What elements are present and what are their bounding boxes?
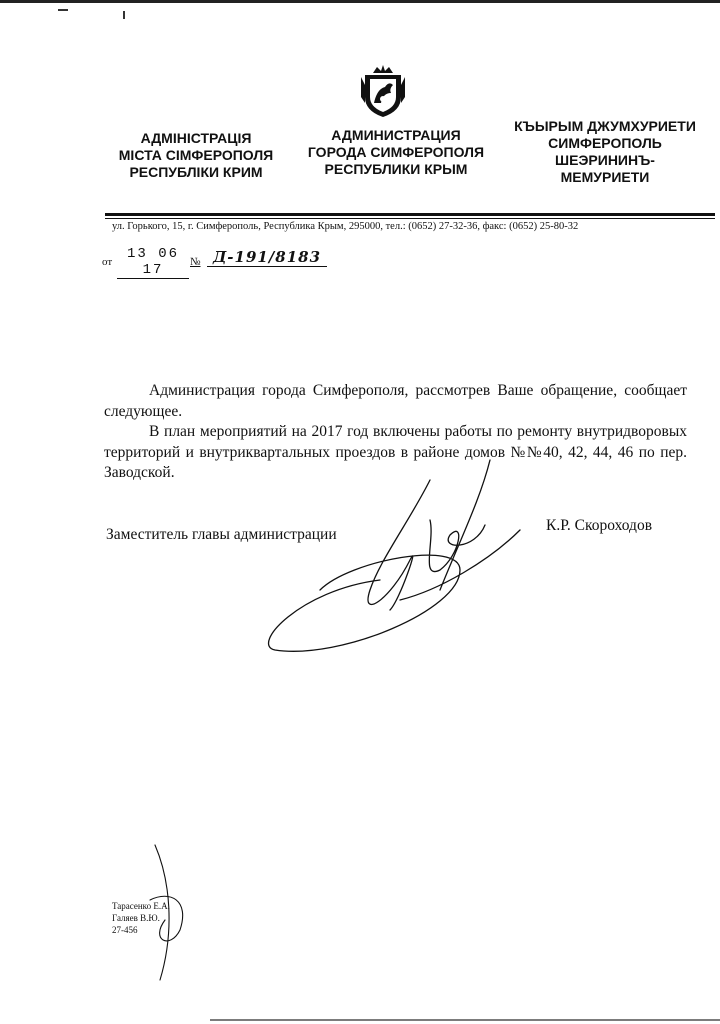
- scan-speck: [58, 9, 68, 11]
- from-label: от: [102, 256, 113, 268]
- crimea-coat-of-arms-icon: [359, 63, 407, 119]
- handwritten-signature: [260, 440, 580, 670]
- body-paragraph: В план мероприятий на 2017 год включены работы по ремонту внутридворовых территорий и внутриквартальных проездов в районе домов №№40, 42, 44, 46 по пер. Заводской.: [104, 423, 687, 481]
- letterhead-divider-thin: [105, 218, 715, 219]
- letterhead-divider: [105, 213, 715, 216]
- letterhead-ukrainian: АДМІНІСТРАЦІЯ МІСТА СІМФЕРОПОЛЯ РЕСПУБЛІКИ КРИМ: [118, 130, 274, 180]
- signer-name: К.Р. Скороходов: [546, 517, 653, 534]
- address-line: ул. Горького, 15, г. Симферополь, Республика Крым, 295000, тел.: (0652) 27-32-36, факс: (0652) 25-80-32: [112, 221, 579, 232]
- body-paragraph: Администрация города Симферополя, рассмотрев Ваше обращение, сообщает следующее.: [104, 382, 687, 420]
- reference-number: Д-191/8183: [207, 248, 327, 267]
- reference-line: [102, 246, 362, 278]
- signer-title: Заместитель главы администрации: [106, 526, 337, 543]
- reference-date: 13 06 17: [117, 246, 189, 279]
- number-label: №: [190, 256, 201, 268]
- scan-speck: [123, 11, 125, 19]
- executor-note: Тарасенко Е.А. Галяев В.Ю. 27-456: [112, 901, 170, 935]
- scan-edge-bottom: [210, 1019, 720, 1021]
- letterhead-crimean-tatar: КЪЫРЫМ ДЖУМХУРИЕТИ СИМФЕРОПОЛЬ ШЕЭРИНИНЪ- МЕМУРИЕТИ: [514, 118, 696, 185]
- scan-edge-top: [0, 0, 720, 3]
- letterhead-russian: АДМИНИСТРАЦИЯ ГОРОДА СИМФЕРОПОЛЯ РЕСПУБЛИКИ КРЫМ: [307, 127, 485, 177]
